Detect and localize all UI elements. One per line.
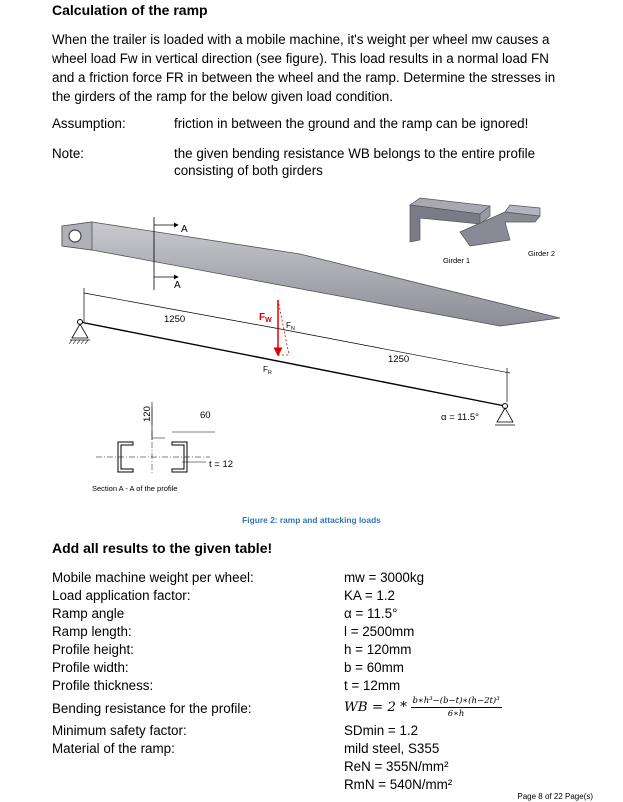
param-labels xyxy=(52,569,254,695)
girder2-label: Girder 2 xyxy=(528,249,556,258)
param-label: Load application factor: xyxy=(52,588,191,603)
dim-left: 1250 xyxy=(164,314,186,325)
bending-lhs: WB = 2 * xyxy=(344,700,407,716)
bending-fraction xyxy=(411,696,502,719)
param-value: h = 120mm xyxy=(344,642,412,657)
param-value: α = 11.5° xyxy=(344,606,398,621)
note-label: Note: xyxy=(52,146,85,161)
dim-right: 1250 xyxy=(388,354,410,365)
assumption-label: Assumption: xyxy=(52,116,126,131)
param-label: Mobile machine weight per wheel: xyxy=(52,570,254,585)
param-value: b = 60mm xyxy=(344,660,404,675)
safety-label: Minimum safety factor: xyxy=(52,723,187,738)
ramp-figure xyxy=(0,190,623,510)
section-marker-bottom: A xyxy=(174,280,181,291)
height-dim: 120 xyxy=(142,406,153,422)
section-marker-top: A xyxy=(181,224,188,235)
figure-caption: Figure 2: ramp and attacking loads xyxy=(242,515,381,525)
girder1-label: Girder 1 xyxy=(443,256,471,265)
param-label: Profile thickness: xyxy=(52,678,154,693)
note-text-2: consisting of both girders xyxy=(174,163,323,178)
bending-numerator: b∗h³−(b−t)∗(h−2t)³ xyxy=(412,696,500,706)
table-heading: Add all results to the given table! xyxy=(52,540,273,556)
param-value: mw = 3000kg xyxy=(344,570,425,585)
section-label: Section A - A of the profile xyxy=(92,484,178,493)
bending-formula xyxy=(344,696,502,719)
param-label: Ramp angle xyxy=(52,606,125,621)
girder-profile-3d xyxy=(410,198,540,246)
note-text-1: the given bending resistance WB belongs to the entire profile xyxy=(174,146,536,161)
page-footer: Page 8 of 22 Page(s) xyxy=(517,792,593,801)
page-title: Calculation of the ramp xyxy=(52,2,208,18)
rmn-value: RmN = 540N/mm² xyxy=(344,777,453,792)
thickness-dim: t = 12 xyxy=(209,459,234,470)
force-r-label: $F_R$ xyxy=(263,365,272,376)
force-w-label: $F_W$ xyxy=(259,312,272,324)
assumption-text: friction in between the ground and the ramp can be ignored! xyxy=(174,116,529,131)
ramp-line xyxy=(80,322,505,406)
param-value: l = 2500mm xyxy=(344,624,415,639)
force-n-label: $F_N$ xyxy=(286,321,295,332)
param-label: Profile height: xyxy=(52,642,134,657)
material-label: Material of the ramp: xyxy=(52,741,175,756)
param-label: Ramp length: xyxy=(52,624,132,639)
param-value: t = 12mm xyxy=(344,678,401,693)
param-label: Profile width: xyxy=(52,660,129,675)
width-dim: 60 xyxy=(200,410,211,421)
angle-label: α = 11.5° xyxy=(441,412,479,423)
cross-section xyxy=(96,402,215,475)
param-values xyxy=(344,569,424,695)
material-value: mild steel, S355 xyxy=(344,741,440,756)
ren-value: ReN = 355N/mm² xyxy=(344,759,449,774)
bending-label: Bending resistance for the profile: xyxy=(52,701,252,716)
roller-support-right xyxy=(495,404,515,426)
intro-paragraph: When the trailer is loaded with a mobile machine, it's weight per wheel mw causes a wheel load Fw in vertical direction (see figure). This load results in a normal load FN and a friction force FR in between the wheel and the ramp. Determine the stresses in the girders of the ramp for the below given load condition. xyxy=(52,32,556,104)
bending-denominator: 6∗h xyxy=(447,709,465,719)
safety-value: SDmin = 1.2 xyxy=(344,723,419,738)
param-value: KA = 1.2 xyxy=(344,588,395,603)
